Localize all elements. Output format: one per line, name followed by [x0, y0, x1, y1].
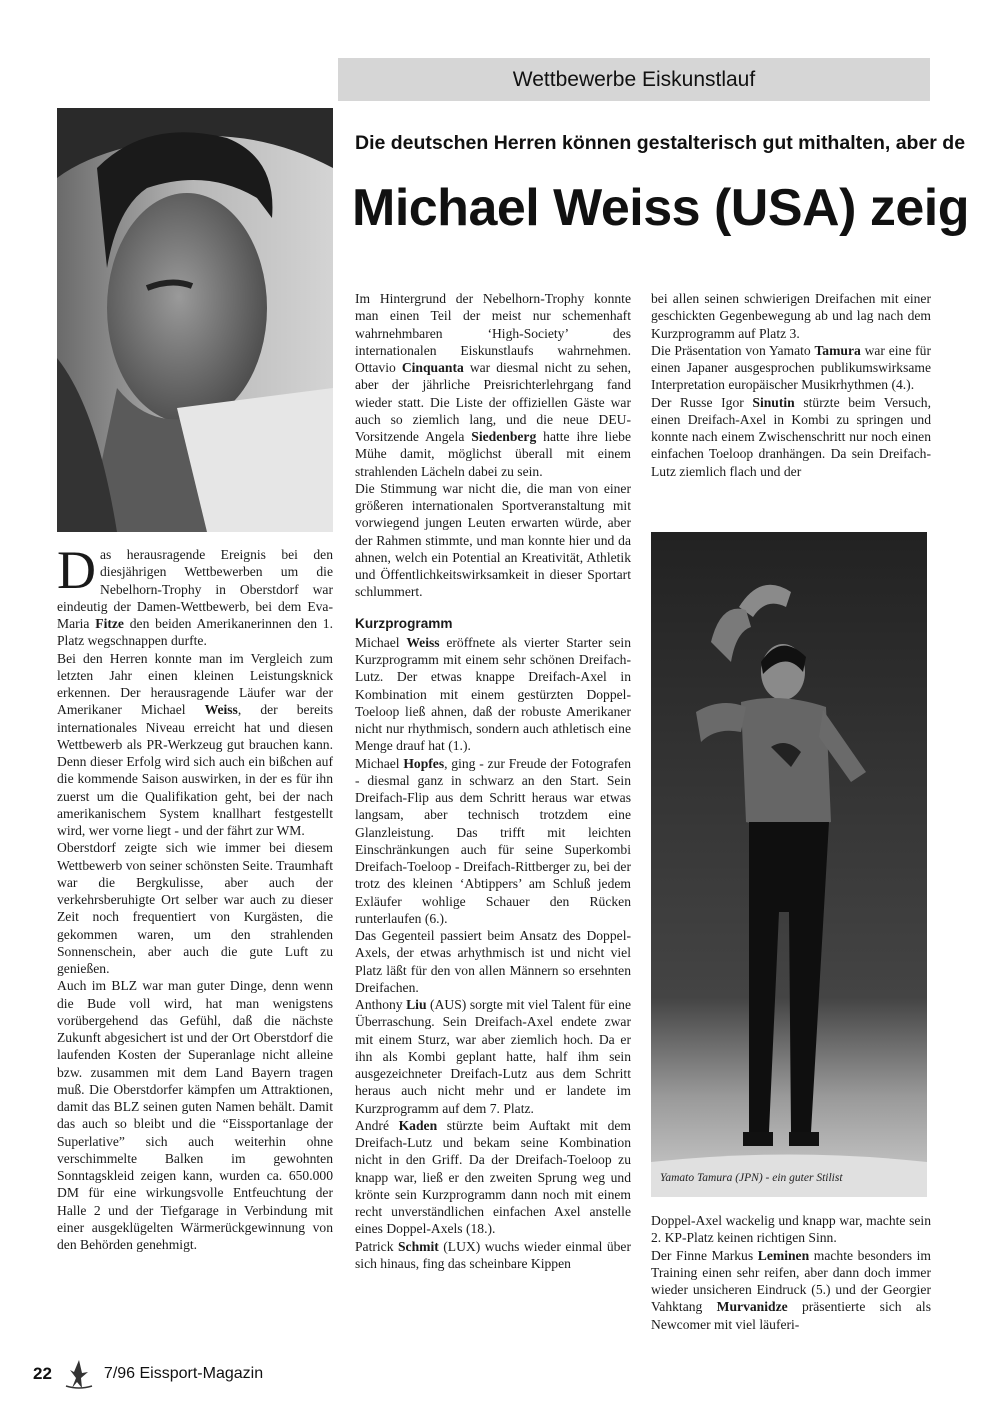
page-number: 22: [33, 1364, 52, 1383]
paragraph: Die Präsentation von Yamato Tamura war eine für einen Japaner ausgesprochen publikumswirksame Interpretation europäischer Musikrhythmen (4.).: [651, 342, 931, 393]
article-kicker: Die deutschen Herren können gestalterisch gut mithalten, aber de: [355, 132, 966, 154]
paragraph: Die Stimmung war nicht die, die man von einer größeren internationalen Sportveranstaltung mit vorwiegend jungen Leuten erwarten würde, aber der Rahmen stimmte, und man konnte hier und da ahnen, welch ein Potential an Kreativität, Athletik und Öffentlichkeitswirksamkeit in dieser Sportart schlummert.: [355, 480, 631, 600]
issue-label: 7/96 Eissport-Magazin: [103, 1365, 264, 1382]
paragraph: Das herausragende Ereignis bei den diesjährigen Wettbewerben um die Nebelhorn-Trophy in Oberstdorf war eindeutig der Damen-Wettbewerb, bei dem Eva-Maria Fitze den beiden Amerikanerinnen den 1. Platz wegschnappen durfte.: [57, 540, 334, 649]
section-banner: [338, 58, 930, 101]
right-column-bottom: [651, 1212, 931, 1333]
paragraph: Der Finne Markus Leminen machte besonders im Training einen sehr reifen, aber dann doch immer wieder unsicheren Eindruck (5.) und der Georgier Vahktang Murvanidze präsentierte sich als Newcomer mit viel läuferi-: [651, 1247, 931, 1332]
paragraph: Michael Weiss eröffnete als vierter Starter sein Kurzprogramm mit einem sehr schönen Dreifach-Lutz. Der etwas knappe Dreifach-Axel in Kombination mit einem gestürzten Doppel-Toeloop ließ ahnen, daß der robuste Amerikaner nicht nur rhythmisch, sondern auch athletisch eine Menge drauf hat (1.).: [355, 634, 631, 754]
subheading: Kurzprogramm: [355, 615, 453, 631]
paragraph: Auch im BLZ war man guter Dinge, denn wenn die Bude voll wird, hat man wenigstens vorübergehend das Gefühl, daß die nächste Zukunft abgesichert ist und der Ort Oberstdorf die laufenden Kosten der Superanlage nicht alleine bzw. zusammen mit dem Land Bayern tragen muß. Die Oberstdorfer kämpfen um Attraktionen, damit das BLZ seinen guten Namen behält. Damit das auch so bleibt und die “Eissportanlage der Superlative” sich auch weiterhin ohne verschimmelte Balken im gewohnten Sonntagskleid zeigen kann, wurden ca. 650.000 DM für eine wirkungsvolle Entfeuchtung der Halle 2 und der Tiefgarage in Verbindung mit einer ausgeklügelten Wärmerückgewinnung von den Behörden genehmigt.: [57, 978, 333, 1252]
paragraph: Bei den Herren konnte man im Vergleich zum letzten Jahr einen kleinen Leistungsknick erkennen. Der herausragende Läufer war der Amerikaner Michael Weiss, der bereits internationales Niveau erreicht hat und diesen Wettbewerb als PR-Werkzeug gut brauchen kann. Denn dieser Erfolg wird sich auch ein bißchen auf die kommende Saison auswirken, in der es für ihn zuerst um die Qualifikation geht, bei der nach amerikanischem System knallhart festgestellt wird, wer vorne liegt - und der fährt zur WM.: [57, 650, 333, 838]
portrait-photo: [57, 108, 333, 532]
skater-logo-icon: [64, 1358, 94, 1390]
photo-caption: Yamato Tamura (JPN) - ein guter Stilist: [660, 1172, 843, 1184]
paragraph: Der Russe Igor Sinutin stürzte beim Versuch, einen Dreifach-Axel in Kombi zu springen und konnte nach einem Zwischenschritt nur noch einen einfachen Toeloop dranhängen. Da sein Dreifach-Lutz ziemlich flach und der: [651, 394, 931, 479]
paragraph: Das Gegenteil passiert beim Ansatz des Doppel-Axels, der etwas arhythmisch ist und nicht viel Platz läßt für den von allen Männern so ersehnten Dreifachen.: [355, 928, 631, 995]
paragraph: Michael Hopfes, ging - zur Freude der Fotografen - diesmal ganz in schwarz an den Start. Sein Dreifach-Flip aus dem Schritt heraus war etwas langsam, aber technisch trotzdem eine Glanzleistung. Das trifft mit leichten Einschränkungen auch für seine Superkombi Dreifach-Toeloop - Dreifach-Rittberger zu, bei der trotz des kleinen ‘Abtippers’ am Schluß jedem Exläufer wohlige Schauer den Rücken runterlaufen (6.).: [355, 755, 632, 926]
paragraph: Doppel-Axel wackelig und knapp war, machte sein 2. KP-Platz keinen richtigen Sinn.: [651, 1213, 931, 1246]
middle-column: [355, 290, 631, 1272]
skater-photo: [651, 532, 927, 1197]
page-footer: [33, 1358, 263, 1390]
paragraph: Oberstdorf zeigte sich wie immer bei diesem Wettbewerb von seiner schönsten Seite. Traumhaft war die Bergkulisse, aber auch der verkehrsberuhigte Ort selber war auch zu dieser Zeit noch frequentiert von Kurgästen, die gekommen waren, um den strahlenden Sonnenschein, aber auch die gute Luft zu genießen.: [57, 840, 334, 976]
left-column: [57, 540, 334, 1253]
paragraph: Im Hintergrund der Nebelhorn-Trophy konnte man einen Teil der meist nur schemenhaft wahrnehmbaren ‘High-Society’ des internationalen Eiskunstlaufs wahrnehmen. Ottavio Cinquanta war diesmal nicht zu sehen, aber der jährliche Preisrichterlehrgang fand wieder statt. Die Liste der offiziellen Gäste war auch so ziemlich lang, und die neue DEU-Vorsitzende Angela Siedenberg hatte ihre liebe Mühe damit, möglichst überall mit einem strahlenden Lächeln dabei zu sein.: [355, 291, 631, 479]
right-column-top: [651, 290, 931, 480]
paragraph: Patrick Schmit (LUX) wuchs wieder einmal über sich hinaus, fing das scheinbare Kippen: [355, 1238, 631, 1271]
paragraph: bei allen seinen schwierigen Dreifachen mit einer geschickten Gegenbewegung ab und lag nach dem Kurzprogramm auf Platz 3.: [651, 291, 931, 341]
article-headline: Michael Weiss (USA) zeig: [352, 179, 969, 237]
section-title: Wettbewerbe Eiskunstlauf: [512, 67, 756, 91]
paragraph: Anthony Liu (AUS) sorgte mit viel Talent für eine Überraschung. Sein Dreifach-Axel endete zwar mit einem Sturz, war aber ziemlich hoch. Da er ihn als Kombi geplant hatte, half ihm sein ausgezeichneter Dreifach-Lutz aus dem Schritt heraus auch nicht mehr und er landete im Kurzprogramm auf dem 7. Platz.: [355, 997, 631, 1116]
paragraph: André Kaden stürzte beim Auftakt mit dem Dreifach-Lutz und bekam seine Kombination nicht in den Griff. Da der Dreifach-Toeloop zu knapp war, ließ er den zweiten Sprung weg und krönte sein Kurzprogramm dann noch mit einem recht unverständlichen einfachen Axel anstelle eines Doppel-Axels (18.).: [355, 1117, 631, 1237]
dropcap: D: [57, 540, 96, 600]
